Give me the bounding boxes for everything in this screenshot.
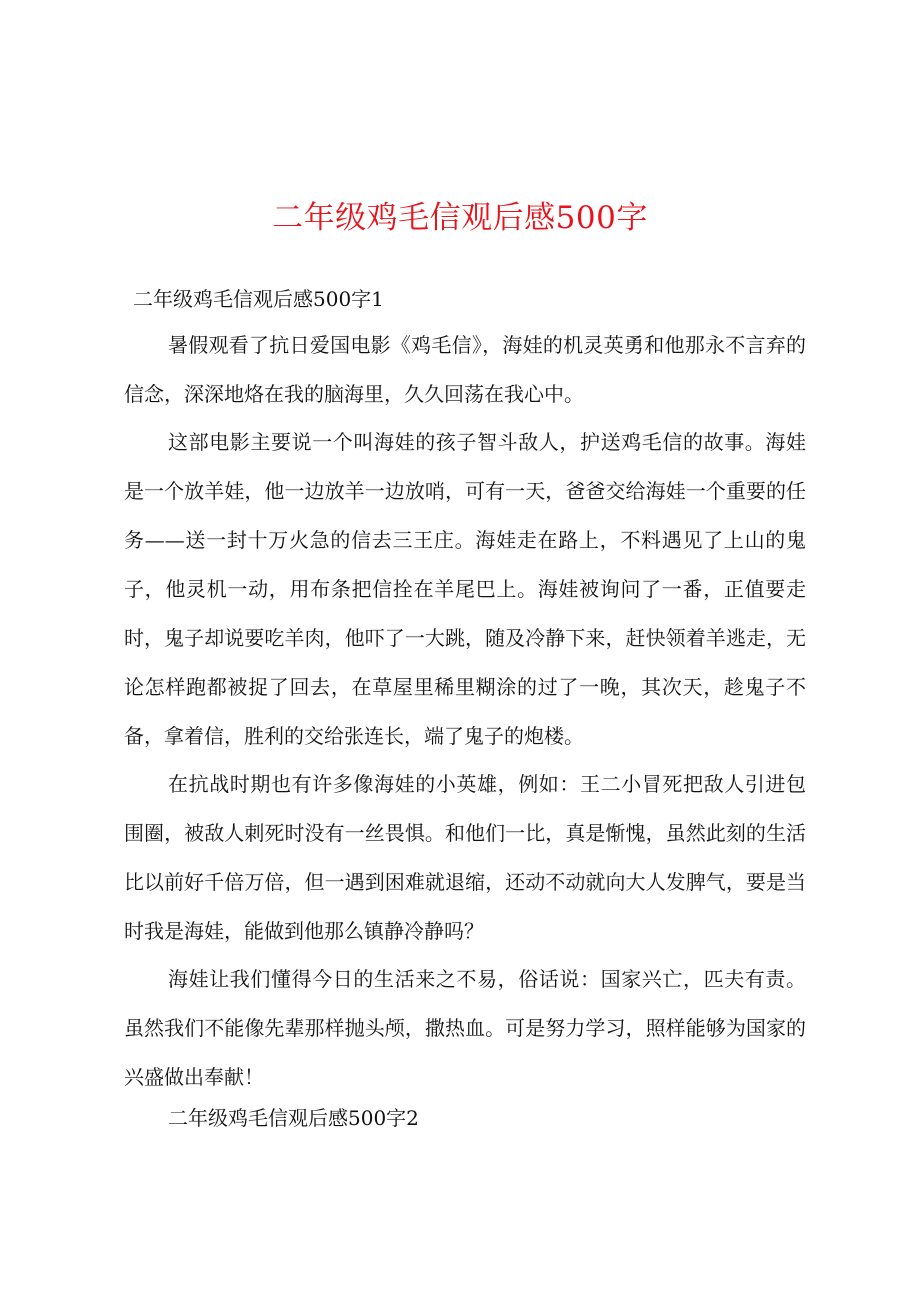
paragraph-2: 这部电影主要说一个叫海娃的孩子智斗敌人，护送鸡毛信的故事。海娃是一个放羊娃，他一边放羊一边放哨，可有一天，爸爸交给海娃一个重要的任务——送一封十万火急的信去三王庄。海娃走在路上，不料遇见了上山的鬼子，他灵机一动，用布条把信拴在羊尾巴上。海娃被询问了一番，正值要走时，鬼子却说要吃羊肉，他吓了一大跳，随及冷静下来，赶快领着羊逃走，无论怎样跑都被捉了回去，在草屋里稀里糊涂的过了一晚，其次天，趁鬼子不备，拿着信，胜利的交给张连长，端了鬼子的炮楼。 [124, 430, 806, 748]
document-title: 二年级鸡毛信观后感500字 [272, 200, 648, 236]
paragraph-4: 海娃让我们懂得今日的生活来之不易，俗话说：国家兴亡，匹夫有责。虽然我们不能像先辈那样抛头颅，撒热血。可是努力学习，照样能够为国家的兴盛做出奉献！ [124, 967, 806, 1089]
paragraph-3: 在抗战时期也有许多像海娃的小英雄，例如：王二小冒死把敌人引进包围圈，被敌人刺死时没有一丝畏惧。和他们一比，真是惭愧，虽然此刻的生活比以前好千倍万倍，但一遇到困难就退缩，还动不动就向大人发脾气，要是当时我是海娃，能做到他那么镇静冷静吗？ [124, 772, 806, 943]
section-heading-1: 二年级鸡毛信观后感500字1 [133, 287, 384, 311]
paragraph-1: 暑假观看了抗日爱国电影《鸡毛信》，海娃的机灵英勇和他那永不言弃的信念，深深地烙在我的脑海里，久久回荡在我心中。 [124, 333, 806, 406]
section-heading-2: 二年级鸡毛信观后感500字2 [168, 1106, 419, 1130]
